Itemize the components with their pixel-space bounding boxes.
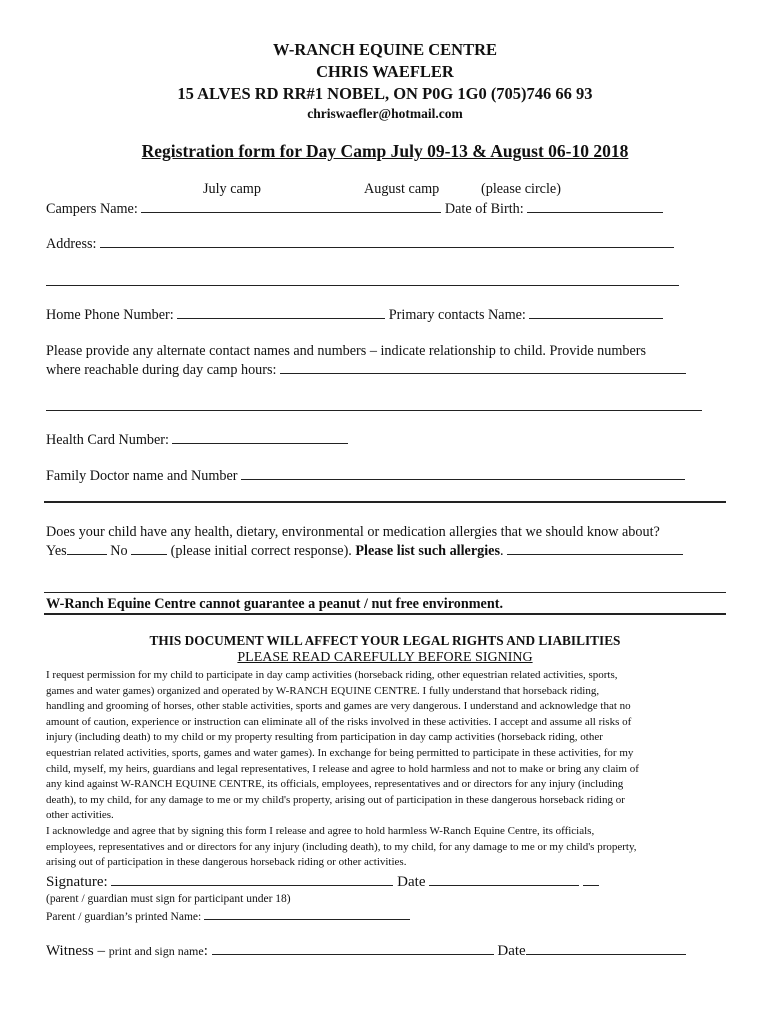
allergy-list-prompt: Please list such allergies (355, 543, 501, 559)
waiver-line: amount of caution, experience or instruction can eliminate all of the risks involved in these activities. I accept and assume all risks of (46, 715, 632, 728)
guardian-printed-name-label: Parent / guardian’s printed Name: (46, 911, 202, 923)
form-title: Registration form for Day Camp July 09-13 & August 06-10 2018 (141, 141, 629, 161)
waiver-line: I acknowledge and agree that by signing this form I release and agree to hold harmless W-Ranch Equine Centre, its officials, (46, 824, 595, 837)
section-divider (44, 501, 726, 503)
witness-colon: : (203, 943, 208, 959)
signature-label: Signature: (46, 874, 108, 890)
primary-contact-label: Primary contacts Name: (388, 307, 526, 323)
waiver-line: equestrian related activities, sports, games and water games). In exchange for being permitted to participate in these activities, for my (46, 746, 634, 759)
org-name: W-RANCH EQUINE CENTRE (273, 40, 497, 59)
address-row (46, 235, 674, 253)
camp-option-july[interactable]: July camp (203, 181, 261, 197)
address-field[interactable] (100, 235, 674, 248)
alternate-contacts-label: where reachable during day camp hours: (46, 362, 277, 378)
peanut-notice-rule (44, 613, 726, 615)
waiver-line: other activities. (46, 809, 114, 822)
alternate-contacts-field-line2[interactable] (46, 410, 702, 411)
home-phone-label: Home Phone Number: (46, 307, 174, 323)
org-address-phone: 15 ALVES RD RR#1 NOBEL, ON P0G 1G0 (705)746 66 93 (177, 84, 593, 103)
peanut-notice: W-Ranch Equine Centre cannot guarantee a peanut / nut free environment. (46, 596, 504, 612)
waiver-line: handling and grooming of horses, other stable activities, sports and games are very dangerous. I understand and acknowledge that no (46, 700, 631, 713)
family-doctor-row (46, 467, 685, 485)
witness-note: print and sign name (108, 944, 204, 958)
waiver-line: employees, representatives and or directors for any injury (including death), to my child, for any damage to me or my child's property, (46, 840, 637, 853)
health-card-row (46, 431, 348, 449)
allergy-question: Does your child have any health, dietary, environmental or medication allergies that we should know about? (46, 524, 660, 540)
witness-row (46, 942, 686, 960)
health-card-field[interactable] (172, 431, 348, 444)
allergy-response-row (46, 542, 683, 560)
alternate-contacts-row (46, 361, 686, 379)
witness-field[interactable] (212, 942, 494, 955)
primary-contact-field[interactable] (529, 306, 663, 319)
date-of-birth-label: Date of Birth: (444, 201, 524, 217)
campers-name-label: Campers Name: (46, 201, 138, 217)
waiver-line: arising out of participation in these dangerous horseback riding or other activities. (46, 856, 407, 869)
campers-name-row (46, 200, 663, 218)
witness-date-label: Date (497, 943, 526, 959)
allergy-list-field-line2[interactable] (44, 592, 726, 593)
org-email: chriswaefler@hotmail.com (307, 106, 463, 121)
witness-label: Witness (46, 943, 94, 959)
waiver-line: games and water games) organized and operated by W-RANCH EQUINE CENTRE. I fully understand that horseback riding, (46, 684, 600, 697)
guardian-note: (parent / guardian must sign for participant under 18) (46, 893, 291, 905)
waiver-line: death), to my child, for any damage to me or my child's property, arising out of participation in these dangerous horseback riding or (46, 793, 625, 806)
guardian-printed-name-row (46, 909, 410, 923)
signature-date-field[interactable] (429, 873, 579, 886)
camp-option-note: (please circle) (481, 181, 561, 197)
phone-row (46, 306, 663, 324)
signature-date-label: Date (397, 874, 426, 890)
legal-heading: THIS DOCUMENT WILL AFFECT YOUR LEGAL RIGHTS AND LIABILITIES (149, 633, 621, 648)
home-phone-field[interactable] (177, 306, 385, 319)
signature-field[interactable] (111, 873, 393, 886)
legal-waiver-text (46, 668, 736, 871)
allergy-yes-initial-field[interactable] (67, 542, 107, 555)
waiver-line: injury (including death) to my child or my property resulting from participation in day camp activities (horseback riding, other (46, 731, 603, 744)
family-doctor-label: Family Doctor name and Number (46, 468, 238, 484)
legal-subheading: PLEASE READ CAREFULLY BEFORE SIGNING (237, 650, 533, 665)
signature-row (46, 873, 599, 891)
allergy-no-initial-field[interactable] (131, 542, 167, 555)
waiver-line: child, myself, my heirs, guardians and legal representatives, I release and agree to hold harmless and not to make or bring any claim of (46, 762, 639, 775)
allergy-no-label: No (110, 543, 128, 559)
address-label: Address: (46, 236, 97, 252)
health-card-label: Health Card Number: (46, 432, 169, 448)
waiver-line: any kind against W-RANCH EQUINE CENTRE, its officials, employees, representatives and or directors for any injury (including (46, 778, 624, 791)
allergy-list-field[interactable] (507, 542, 683, 555)
date-of-birth-field[interactable] (527, 200, 663, 213)
waiver-line: I request permission for my child to participate in day camp activities (horseback riding, other equestrian related activities, sports, (46, 669, 618, 681)
allergy-yes-label: Yes (46, 543, 67, 559)
allergy-instruction: (please initial correct response). (170, 543, 352, 559)
family-doctor-field[interactable] (241, 467, 685, 480)
guardian-printed-name-field[interactable] (204, 909, 410, 920)
allergy-list-period: . (500, 543, 504, 559)
alternate-contacts-field[interactable] (280, 361, 686, 374)
witness-dash: – (93, 943, 109, 959)
signature-date-field-extra[interactable] (583, 873, 599, 886)
address-field-line2[interactable] (46, 285, 679, 286)
witness-date-field[interactable] (526, 942, 686, 955)
campers-name-field[interactable] (141, 200, 441, 213)
alternate-contacts-instruction: Please provide any alternate contact names and numbers – indicate relationship to child. Provide numbers (46, 343, 647, 359)
camp-option-august[interactable]: August camp (364, 181, 440, 197)
owner-name: CHRIS WAEFLER (316, 62, 454, 81)
